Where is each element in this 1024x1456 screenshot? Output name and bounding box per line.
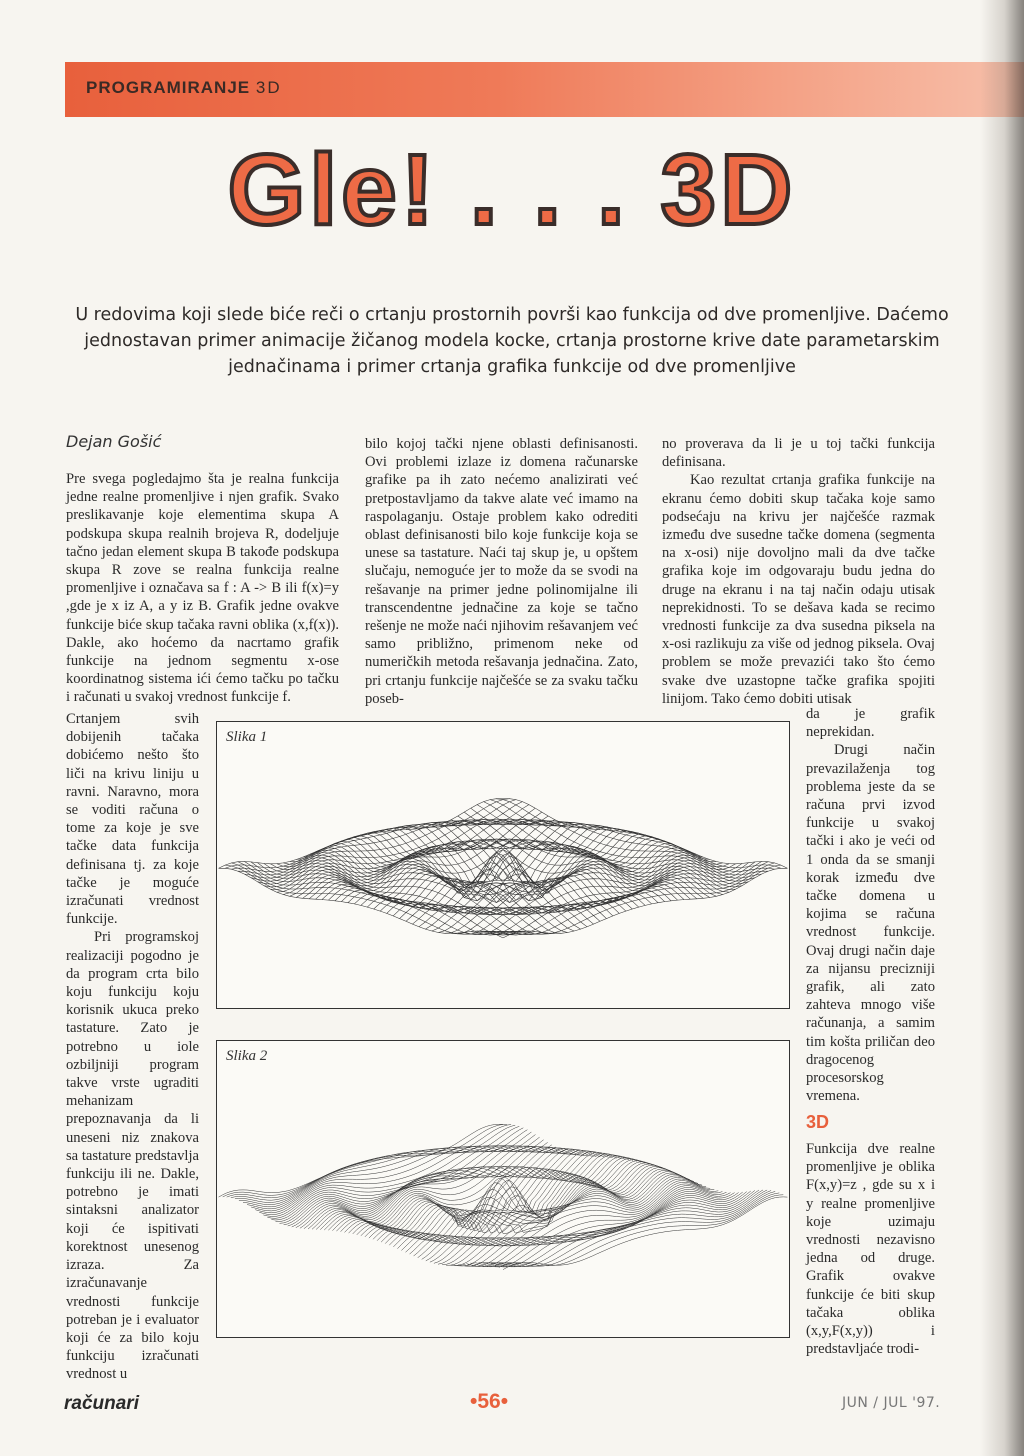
column-1-top	[66, 470, 339, 707]
section-label	[86, 78, 282, 98]
mesh-line	[361, 833, 645, 906]
column-3-bottom	[806, 1140, 935, 1358]
issue-date: JUN / JUL '97.	[842, 1395, 941, 1411]
column-2	[365, 435, 638, 708]
mesh-line	[238, 802, 522, 875]
mesh-line	[484, 802, 768, 875]
paragraph: Pre svega pogledajmo šta je realna funkcija jedne realne promenljive i njen grafik. Svako preslikavanje koje elementima skupa A podskupa skupa realnih brojeva R, dodeljuje tačno jedan element skupa B takođe podskupa skupa R zove se realna funkcija realne promenljive i označava sa f : A -> B ili f(x)=y ,gde je x iz A, a y iz B. Grafik jedne ovakve funkcije biće skup tačaka ravni oblika (x,f(x)). Dakle, ako hoćemo da nacrtamo grafik funkcije na jednom segmentu x-ose koordinatnog sistema ići ćemo tačku po tačku i računati u svakoj vrednost funkcije f.	[66, 471, 339, 706]
mesh-line	[219, 1124, 503, 1197]
mesh-line	[361, 833, 645, 906]
column-3-top	[662, 435, 935, 708]
mesh-line	[292, 1147, 576, 1227]
mesh-line	[438, 858, 722, 933]
paragraph: Kao rezultat crtanja grafika funkcije na ekranu ćemo dobiti skup tačaka koje samo podsećaju na krivu jer najčešće razmak između dve susedne tačke domena (segmenta na x-osi) nije dovoljno mali da dve tačke grafika koje im odgovaraju budu jedna do druge na ekranu i na taj način odaju utisak neprekidnosti. To se dešava kada se recimo vrednosti funkcije za dva susedna piksela na x-osi razlikuju za više od jednog piksela. Ovaj problem se može prevazići tako što ćemo svake dve uzastopne tačke grafika spojiti linijom. Tako ćemo dobiti utisak	[662, 472, 935, 707]
column-3-narrow	[806, 705, 935, 1105]
section-label-bold: PROGRAMIRANJE	[86, 78, 251, 97]
figure-2	[216, 1040, 790, 1338]
mesh-line	[442, 1188, 726, 1265]
mesh-line	[357, 1159, 641, 1235]
wireframe-surface-lines	[217, 1041, 789, 1337]
paragraph: da je grafik neprekidan.	[806, 706, 935, 741]
figure-2-caption: Slika 2	[226, 1048, 268, 1064]
mesh-line	[255, 1137, 539, 1213]
surface-mesh	[219, 799, 788, 938]
mesh-line	[283, 858, 567, 933]
paragraph: Crtanjem svih dobijenih tačaka dobićemo nešto što liči na krivu liniju u ravni. Naravno, mora se voditi računa o tome za koje je sve tačke data funkcija definisana tj. za koje tačke je moguće izračunati vrednost funkcije.	[66, 711, 199, 928]
magazine-logo: računari	[64, 1393, 139, 1414]
paragraph: no proverava da li je u toj tački funkcija definisana.	[662, 436, 935, 471]
page-edge-shadow	[980, 0, 1024, 1456]
paragraph: Drugi način prevazilaženja tog problema jeste da se računa prvi izvod funkcije u svakoj tački i ako je veći od 1 onda da se smanji korak između dve tačke domena u kojima se računa vrednost funkcije. Ovaj drugi način daje za nijansu precizniji grafik, ali zato zahteva mnogo više računanja, a samim tim košta priličan deo dragocenog procesorskog vremena.	[806, 742, 935, 1105]
mesh-line	[300, 1148, 584, 1228]
mesh-line	[231, 1125, 515, 1200]
mesh-line	[288, 1147, 572, 1227]
mesh-line	[276, 1146, 560, 1222]
paragraph: Pri programskoj realizaciji pogodno je da program crta bilo koju funkciju koju korisnik ukuca preko tastature. Zato je potrebno u iole ozbiljniji program takve vrste ugraditi mehanizam prepoznavanja da li uneseni niz znakova sa tastature predstavlja funkciju ili ne. Dakle, potrebno je imati sintaksni analizator koji će ispitivati korektnost unesenog izraza. Za izračunavanje vrednosti funkcije potreban je i evaluator koji će za bilo koju funkciju izračunati vrednost u	[66, 929, 199, 1383]
section-label-light: 3D	[255, 78, 282, 97]
wireframe-surface-grid	[217, 722, 789, 1008]
column-1-narrow	[66, 710, 199, 1384]
figure-1-caption: Slika 1	[226, 729, 268, 745]
mesh-line	[316, 1150, 600, 1229]
subheading-3d: 3D	[806, 1112, 830, 1132]
mesh-line	[223, 1124, 507, 1197]
mesh-line	[219, 868, 503, 938]
mesh-line	[354, 834, 638, 907]
mesh-line	[503, 1197, 787, 1270]
author-name: Dejan Gošić	[66, 432, 162, 451]
article-title: Gle! . . . 3D	[227, 134, 797, 246]
paragraph: Funkcija dve realne promenljive je oblika F(x,y)=z , gde su x i y realne promenljive koje uzimaju vrednosti nezavisno jedna od druge. Grafik ovakve funkcije će biti skup tačaka oblika (x,y,F(x,y)) i predstavljaće trodi-	[806, 1141, 935, 1358]
mesh-line	[503, 868, 787, 938]
figure-1	[216, 721, 790, 1009]
mesh-line	[434, 1184, 718, 1263]
mesh-line	[232, 863, 516, 935]
article-lead: U redovima koji slede biće reči o crtanju prostornih površi kao funkcija od dve promenljive. Daćemo jednostavan primer animacije žičanog modela kocke, crtanja prostorne krive date parametarskim jednačinama i primer crtanja grafika funkcije od dve promenljive	[75, 305, 949, 377]
mesh-line	[490, 863, 774, 935]
surface-mesh	[219, 1124, 788, 1269]
paragraph: bilo kojoj tački njene oblasti definisanosti. Ovi problemi izlaze iz domena računarske grafike pa ih zato nećemo analizirati već pretpostavljamo da takve alate već imamo na raspolaganju. Ostaje problem kako odrediti oblast definisanosti bilo koje funkcije koja se unese sa tastature. Naći taj skup je, u opštem slučaju, nemoguće jer to može da se svodi na rešavanje na primer jedne polinomijalne ili transcendentne jednačine za koje se tačno rešenje ne može naći njihovim rešavanjem već samo približno, primenom neke od numeričkih metoda rešavanja jednačina. Zato, pri crtanju funkcije najčešće se za svaku tačku poseb-	[365, 436, 638, 707]
mesh-line	[367, 834, 651, 907]
page-number: •56•	[470, 1390, 509, 1413]
mesh-line	[369, 1162, 653, 1238]
